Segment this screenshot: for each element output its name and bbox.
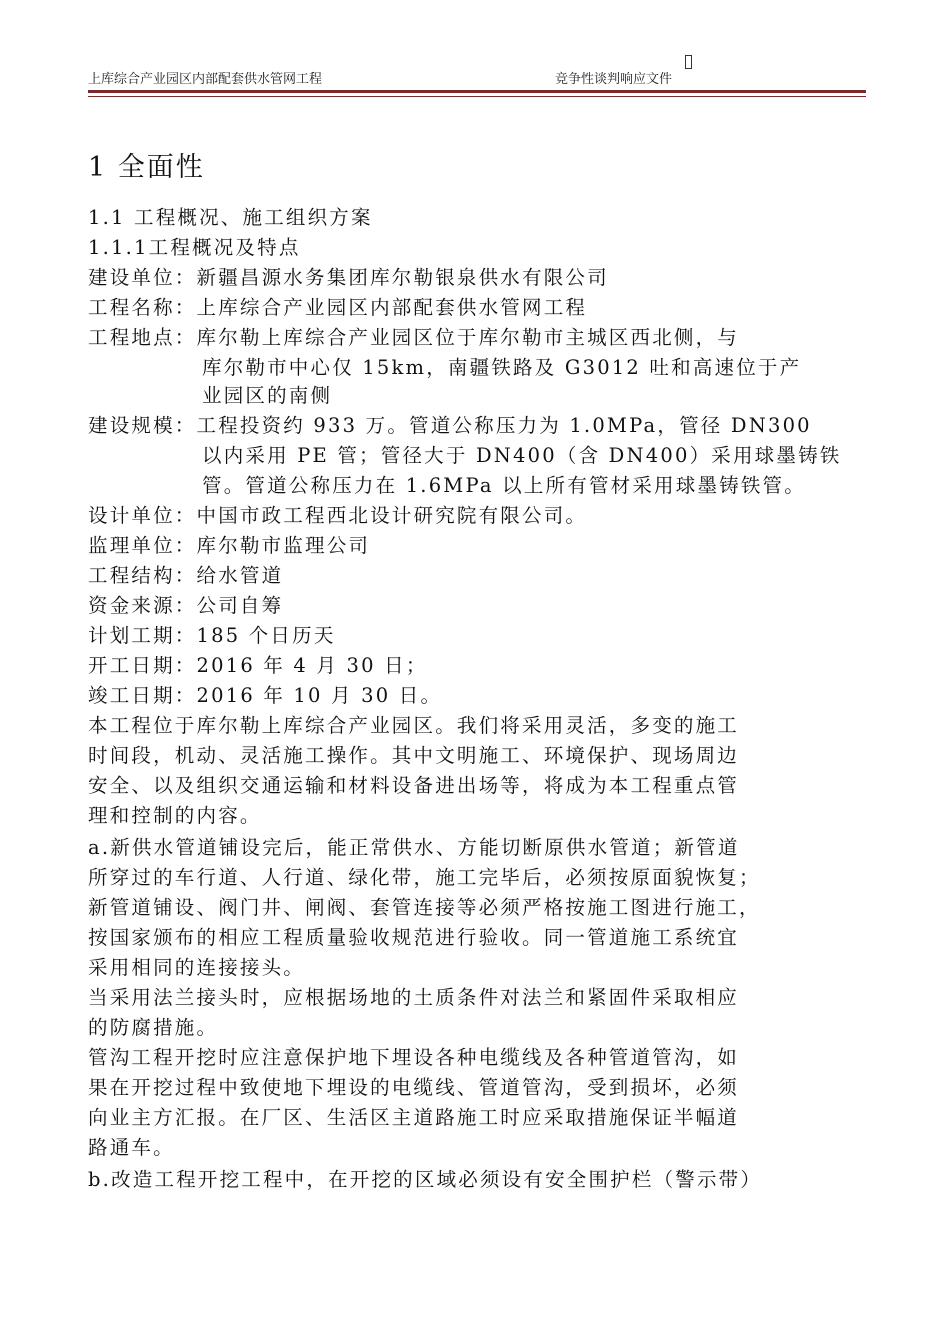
info-line-scale: 建设规模：工程投资约 933 万。管道公称压力为 1.0MPa，管径 DN300 bbox=[88, 414, 812, 437]
paragraph-line: 安全、以及组织交通运输和材料设备进出场等，将成为本工程重点管 bbox=[88, 774, 740, 797]
paragraph-line: 路通车。 bbox=[88, 1136, 175, 1159]
header-document-type: 竞争性谈判响应文件 bbox=[555, 72, 673, 87]
info-line-designer: 设计单位：中国市政工程西北设计研究院有限公司。 bbox=[88, 504, 588, 527]
info-line-scale-cont: 以内采用 PE 管；管径大于 DN400（含 DN400）采用球墨铸铁 bbox=[202, 444, 842, 467]
subsubsection-heading: 1.1.1工程概况及特点 bbox=[88, 236, 301, 259]
header-rule-thick bbox=[88, 90, 866, 93]
header-rule-thin bbox=[88, 96, 866, 97]
info-line-supervisor: 监理单位：库尔勒市监理公司 bbox=[88, 534, 371, 557]
info-line-location-cont: 业园区的南侧 bbox=[202, 384, 333, 407]
paragraph-line: 新管道铺设、阀门井、闸阀、套管连接等必须严格按施工图进行施工， bbox=[88, 896, 761, 919]
paragraph-line: 管沟工程开挖时应注意保护地下埋设各种电缆线及各种管道管沟，如 bbox=[88, 1046, 740, 1069]
info-line-location: 工程地点：库尔勒上库综合产业园区位于库尔勒市主城区西北侧，与 bbox=[88, 326, 740, 349]
subsection-heading: 1.1 工程概况、施工组织方案 bbox=[88, 206, 373, 229]
paragraph-line: 时间段，机动、灵活施工操作。其中文明施工、环境保护、现场周边 bbox=[88, 744, 740, 767]
info-line-end-date: 竣工日期：2016 年 10 月 30 日。 bbox=[88, 684, 443, 707]
paragraph-line: 本工程位于库尔勒上库综合产业园区。我们将采用灵活，多变的施工 bbox=[88, 714, 740, 737]
info-line-duration: 计划工期：185 个日历天 bbox=[88, 624, 336, 647]
paragraph-line: 果在开挖过程中致使地下埋设的电缆线、管道管沟，受到损坏，必须 bbox=[88, 1076, 740, 1099]
paragraph-line: 当采用法兰接头时，应根据场地的土质条件对法兰和紧固件采取相应 bbox=[88, 986, 740, 1009]
header-project-title: 上库综合产业园区内部配套供水管网工程 bbox=[88, 72, 323, 87]
info-line-owner: 建设单位：新疆昌源水务集团库尔勒银泉供水有限公司 bbox=[88, 266, 609, 289]
info-line-funding: 资金来源：公司自筹 bbox=[88, 594, 284, 617]
paragraph-line: 理和控制的内容。 bbox=[88, 804, 262, 827]
info-line-structure: 工程结构：给水管道 bbox=[88, 564, 284, 587]
paragraph-line: a.新供水管道铺设完后，能正常供水、方能切断原供水管道；新管道 bbox=[88, 836, 740, 859]
header-box-glyph-icon bbox=[685, 55, 692, 69]
paragraph-line: 向业主方汇报。在厂区、生活区主道路施工时应采取措施保证半幅道 bbox=[88, 1106, 740, 1129]
page-header bbox=[88, 70, 866, 90]
paragraph-line: 按国家颁布的相应工程质量验收规范进行验收。同一管道施工系统宜 bbox=[88, 926, 740, 949]
paragraph-line: 采用相同的连接接头。 bbox=[88, 956, 306, 979]
info-line-start-date: 开工日期：2016 年 4 月 30 日； bbox=[88, 654, 428, 677]
section-heading: 1 全面性 bbox=[88, 152, 205, 183]
info-line-scale-cont: 管。管道公称压力在 1.6MPa 以上所有管材采用球墨铸铁管。 bbox=[202, 474, 806, 497]
paragraph-line: 的防腐措施。 bbox=[88, 1016, 219, 1039]
info-line-project-name: 工程名称：上库综合产业园区内部配套供水管网工程 bbox=[88, 296, 588, 319]
paragraph-line: 所穿过的车行道、人行道、绿化带，施工完毕后，必须按原面貌恢复； bbox=[88, 866, 761, 889]
paragraph-line: b.改造工程开挖工程中，在开挖的区域必须设有安全围护栏（警示带） bbox=[88, 1168, 763, 1191]
info-line-location-cont: 库尔勒市中心仅 15km，南疆铁路及 G3012 吐和高速位于产 bbox=[202, 356, 802, 379]
